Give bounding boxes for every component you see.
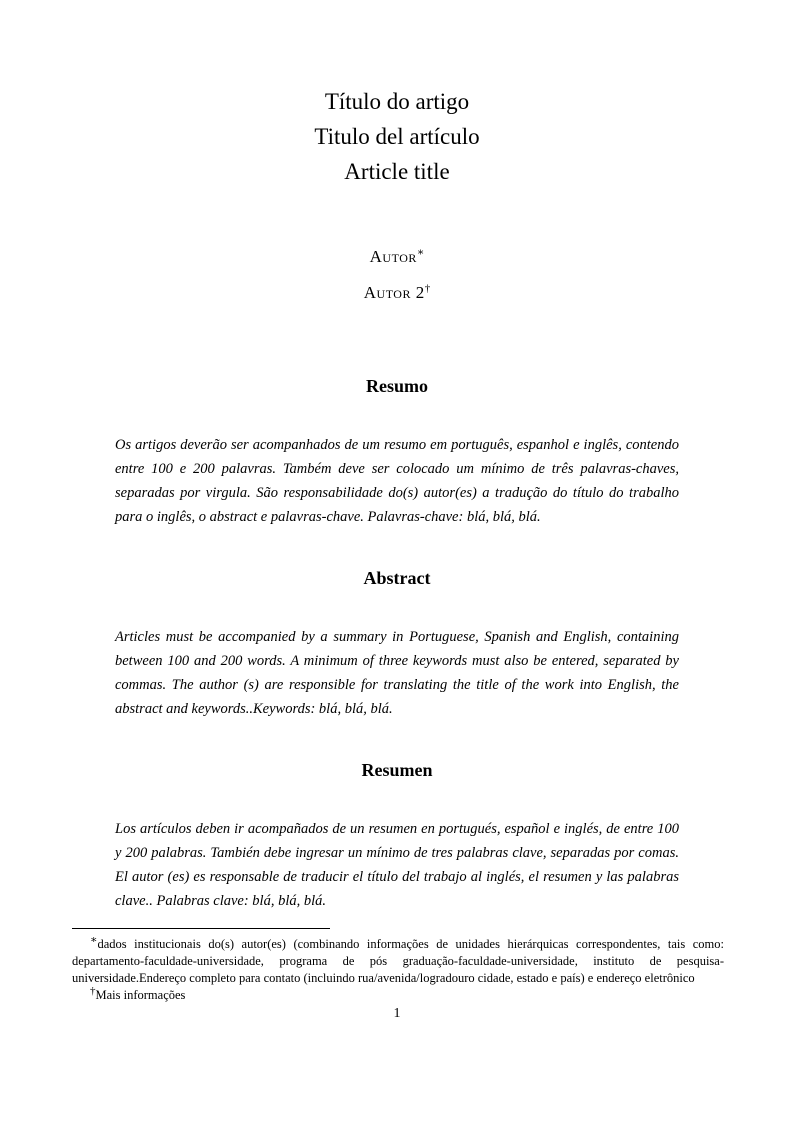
- author-2-footnote-mark: †: [424, 282, 431, 295]
- author-2-name: Autor 2: [363, 283, 425, 302]
- section-body-abstract: Articles must be accompanied by a summary in Portuguese, Spanish and English, containing between 100 and 200 words. A minimum of three keywords must also be entered, separated by commas. The author (s) are responsible for translating the title of the work into English, the abstract and keywords..Keywords: blá, blá, blá.: [115, 629, 679, 717]
- authors-block: [72, 239, 722, 311]
- author-1: [72, 239, 722, 275]
- author-1-footnote-mark: ∗: [416, 246, 425, 259]
- footnote-1-mark: ∗: [90, 933, 98, 946]
- footnote-author-info: [72, 933, 724, 987]
- author-2: [72, 275, 722, 311]
- footnote-2-text: Mais informações: [95, 988, 186, 1002]
- section-body-resumen: Los artículos deben ir acompañados de un resumen en portugués, español e inglés, de entre 100 y 200 palabras. También debe ingresar un mínimo de tres palabras clave, separadas por comas. El autor (es) es responsable de traducir el título del trabajo al inglés, el resumen y las palabras clave.. Palabras clave: blá, blá, blá.: [115, 821, 679, 909]
- footnote-1-text: dados institucionais do(s) autor(es) (combinando informações de unidades hierárquicas correspondentes, tais como: departamento-faculdade-universidade, programa de pós graduação-faculdade-universidade, instituto de pesquisa-universidade.Endereço completo para contato (incluindo rua/avenida/logradouro cidade, estado e país) e endereço eletrônico: [72, 937, 724, 985]
- footnotes-block: [72, 928, 724, 1004]
- section-body-resumo: Os artigos deverão ser acompanhados de um resumo em português, espanhol e inglês, contendo entre 100 e 200 palavras. Também deve ser colocado um mínimo de três palavras-chaves, separadas por virgula. São responsabilidade do(s) autor(es) a tradução do título do trabalho para o inglês, o abstract e palavras-chave. Palavras-chave: blá, blá, blá.: [115, 437, 679, 525]
- page-number: 1: [393, 1006, 401, 1021]
- article-title-portuguese: Título do artigo: [324, 89, 470, 114]
- article-title-english: Article title: [344, 159, 450, 184]
- footnote-more-info: [72, 984, 724, 1004]
- article-title-spanish: Titulo del artículo: [314, 124, 480, 149]
- footnote-2-mark: †: [90, 984, 96, 997]
- section-heading-resumen: Resumen: [361, 760, 433, 780]
- section-heading-abstract: Abstract: [363, 568, 431, 588]
- footnote-rule: [72, 928, 330, 929]
- section-heading-resumo: Resumo: [366, 376, 428, 396]
- article-title-block: [72, 84, 722, 189]
- author-1-name: Autor: [369, 247, 417, 266]
